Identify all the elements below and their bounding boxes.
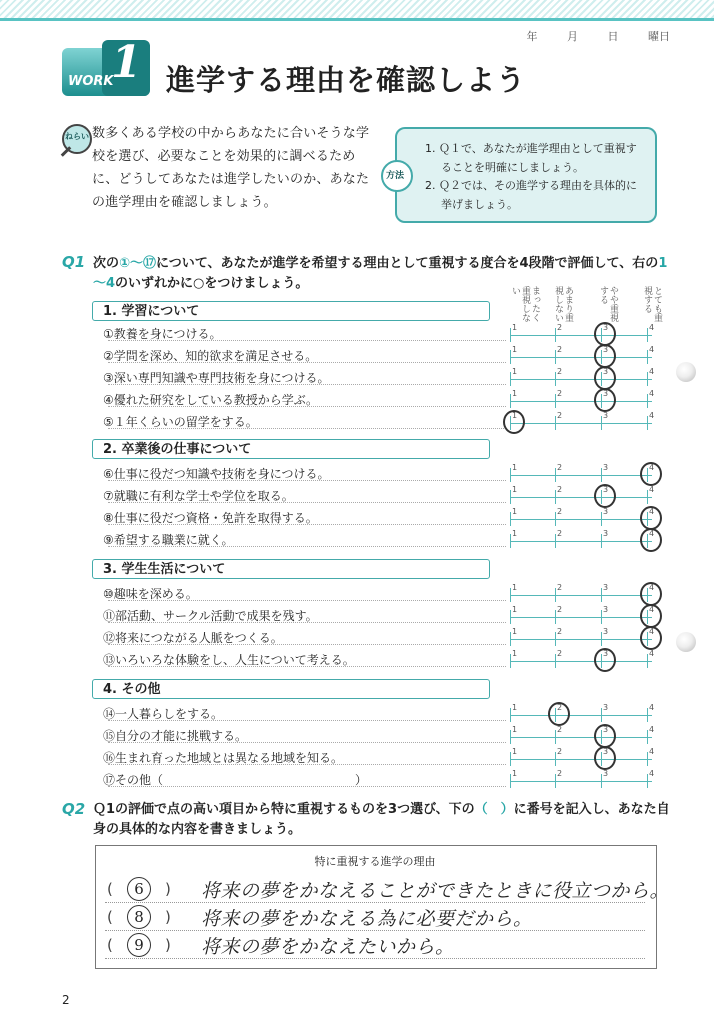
section-heading: 2. 卒業後の仕事について (92, 439, 490, 459)
punch-hole (676, 632, 696, 652)
scale-tick (601, 708, 602, 722)
q1-range: ①～⑰ (119, 256, 157, 271)
scale-number: 4 (649, 703, 655, 712)
rating-scale[interactable] (510, 463, 655, 482)
scale-number: 2 (557, 485, 563, 494)
scale-tick (510, 372, 511, 386)
scale-number: 2 (557, 463, 563, 472)
scale-tick (647, 394, 648, 408)
scale-number: 4 (649, 583, 655, 592)
rating-scale[interactable] (510, 367, 655, 386)
scale-line (510, 715, 652, 716)
reason-text: 将来の夢をかなえることができたときに役立つから。 (201, 880, 670, 902)
scale-tick (647, 416, 648, 430)
rating-scale[interactable] (510, 485, 655, 504)
scale-tick (555, 512, 556, 526)
q2-text: に番号を記入し、あなた自身の具体的な内容を書きましょう。 (93, 802, 670, 837)
scale-number: 2 (557, 769, 563, 778)
q1-text: のいずれかに○をつけましょう。 (115, 276, 309, 291)
scale-number: 2 (557, 389, 563, 398)
scale-number: 3 (603, 747, 609, 756)
method-item: 1. Ｑ１で、あなたが進学理由として重視することを明確にしましょう。 (425, 142, 637, 174)
scale-number: 4 (649, 725, 655, 734)
scale-number: 1 (512, 583, 518, 592)
scale-tick (555, 328, 556, 342)
rating-item-label: ⑮自分の才能に挑戦する。 (103, 729, 248, 743)
scale-tick (510, 394, 511, 408)
scale-number: 3 (603, 703, 609, 712)
column-label-4: とても重視する (642, 286, 662, 322)
rating-scale[interactable] (510, 703, 655, 722)
scale-line (510, 617, 652, 618)
top-rule (0, 18, 714, 21)
dotted-leader (108, 502, 506, 503)
close-paren: ) (165, 908, 171, 926)
scale-tick (510, 708, 511, 722)
dotted-leader (108, 546, 506, 547)
rating-scale[interactable] (510, 769, 655, 788)
reason-text: 将来の夢をかなえたいから。 (201, 936, 455, 958)
section-heading: 4. その他 (92, 679, 490, 699)
selected-rating-circle (594, 746, 616, 770)
scale-tick (555, 394, 556, 408)
scale-number: 3 (603, 649, 609, 658)
scale-tick (510, 752, 511, 766)
scale-number: 1 (512, 627, 518, 636)
rating-scale[interactable] (510, 323, 655, 342)
rating-item-label: ⑩趣味を深める。 (103, 587, 198, 601)
scale-number: 2 (557, 649, 563, 658)
scale-number: 3 (603, 583, 609, 592)
scale-number: 4 (649, 605, 655, 614)
scale-tick (555, 350, 556, 364)
rating-item-label: ⑯生まれ育った地域とは異なる地域を知る。 (103, 751, 344, 765)
method-list (425, 140, 647, 214)
rating-item-label: ⑬いろいろな体験をし、人生について考える。 (103, 653, 355, 667)
dotted-leader (108, 524, 506, 525)
scale-number: 3 (603, 463, 609, 472)
scale-tick (647, 752, 648, 766)
rating-scale[interactable] (510, 507, 655, 526)
section-heading: 3. 学生生活について (92, 559, 490, 579)
q2-paren: （ ） (474, 802, 514, 817)
method-item: 2. Ｑ２では、その進学する理由を具体的に挙げましょう。 (425, 179, 637, 211)
reason-text: 将来の夢をかなえる為に必要だから。 (201, 908, 533, 930)
scale-number: 4 (649, 323, 655, 332)
selected-rating-circle (594, 388, 616, 412)
selected-rating-circle (640, 582, 662, 606)
scale-number: 3 (603, 367, 609, 376)
scale-line (510, 519, 652, 520)
close-paren: ) (165, 880, 171, 898)
rating-item-label: ⑤１年くらいの留学をする。 (103, 415, 258, 429)
scale-tick (510, 490, 511, 504)
scale-tick (647, 774, 648, 788)
selected-rating-circle (640, 506, 662, 530)
scale-number: 3 (603, 507, 609, 516)
close-paren: ) (165, 936, 171, 954)
q1-mark: Q1 (62, 253, 86, 271)
scale-tick (555, 534, 556, 548)
selected-rating-circle (640, 604, 662, 628)
dotted-leader (108, 786, 506, 787)
scale-tick (510, 654, 511, 668)
scale-number: 1 (512, 605, 518, 614)
scale-number: 2 (557, 323, 563, 332)
reason-row[interactable] (105, 878, 670, 903)
scale-number: 3 (603, 725, 609, 734)
scale-number: 4 (649, 367, 655, 376)
q2-text: Ｑ1の評価で点の高い項目から特に重視するものを3つ選び、下の (93, 802, 475, 817)
scale-tick (555, 588, 556, 602)
aim-label: ねらい (65, 132, 89, 141)
punch-hole (676, 362, 696, 382)
selected-rating-circle (594, 322, 616, 346)
reason-row[interactable] (105, 906, 645, 931)
rating-scale[interactable] (510, 649, 655, 668)
dotted-leader (108, 340, 506, 341)
scale-number: 3 (603, 345, 609, 354)
scale-number: 2 (557, 747, 563, 756)
scale-number: 1 (512, 703, 518, 712)
scale-tick (555, 654, 556, 668)
rating-item-label: ⑰その他（ ） (103, 773, 368, 787)
rating-scale[interactable] (510, 345, 655, 364)
aim-text: 数多くある学校の中からあなたに合いそうな学校を選び、必要なことを効果的に調べるために、どうしてあなたは進学したいのか、あなたの進学理由を確認しましょう。 (92, 126, 370, 210)
scale-number: 2 (557, 605, 563, 614)
scale-line (510, 379, 652, 380)
dotted-leader (108, 406, 506, 407)
year-label: 年 (526, 30, 538, 43)
scale-tick (601, 416, 602, 430)
scale-number: 4 (649, 627, 655, 636)
method-label: 方法 (386, 171, 405, 181)
dotted-leader (108, 600, 506, 601)
scale-tick (601, 588, 602, 602)
scale-number: 2 (557, 725, 563, 734)
scale-number: 3 (603, 605, 609, 614)
scale-line (510, 497, 652, 498)
scale-number: 1 (512, 529, 518, 538)
scale-number: 4 (649, 769, 655, 778)
scale-number: 3 (603, 769, 609, 778)
q1-scale-range: 1～4 (93, 256, 668, 291)
scale-number: 2 (557, 345, 563, 354)
scale-tick (647, 372, 648, 386)
scale-tick (510, 350, 511, 364)
scale-number: 3 (603, 627, 609, 636)
scale-tick (510, 328, 511, 342)
scale-tick (555, 372, 556, 386)
weekday-label: 曜日 (648, 30, 670, 43)
column-label-1: まったく重視しない (510, 286, 540, 322)
scale-tick (647, 708, 648, 722)
dotted-leader (108, 480, 506, 481)
page-number: 2 (62, 993, 70, 1007)
scale-number: 1 (512, 747, 518, 756)
selected-rating-circle (640, 528, 662, 552)
rating-item-label: ⑦就職に有利な学士や学位を取る。 (103, 489, 294, 503)
rating-item-label: ④優れた研究をしている教授から学ぶ。 (103, 393, 318, 407)
scale-number: 2 (557, 627, 563, 636)
scale-tick (510, 730, 511, 744)
dotted-leader (108, 764, 506, 765)
scale-number: 4 (649, 649, 655, 658)
rating-scale[interactable] (510, 747, 655, 766)
scale-tick (601, 512, 602, 526)
scale-number: 1 (512, 507, 518, 516)
dotted-leader (108, 742, 506, 743)
scale-number: 3 (603, 411, 609, 420)
day-label: 日 (607, 30, 619, 43)
dotted-leader (108, 362, 506, 363)
rating-item-label: ③深い専門知識や専門技術を身につける。 (103, 371, 330, 385)
scale-number: 2 (557, 529, 563, 538)
scale-tick (647, 328, 648, 342)
q1-text: について、あなたが進学を希望する理由として重視する度合を4段階で評価して、右の (156, 256, 659, 271)
scale-number: 1 (512, 463, 518, 472)
scale-line (510, 475, 652, 476)
dotted-leader (108, 720, 506, 721)
rating-scale[interactable] (510, 529, 655, 548)
scale-line (510, 541, 652, 542)
scale-number: 4 (649, 529, 655, 538)
scale-tick (555, 416, 556, 430)
rating-scale[interactable] (510, 725, 655, 744)
scale-number: 3 (603, 323, 609, 332)
scale-line (510, 357, 652, 358)
top-stripe-band (0, 0, 714, 18)
scale-tick (510, 774, 511, 788)
reason-number: 8 (127, 905, 151, 929)
scale-tick (601, 632, 602, 646)
scale-tick (510, 534, 511, 548)
rating-scale[interactable] (510, 389, 655, 408)
scale-number: 1 (512, 769, 518, 778)
scale-number: 4 (649, 389, 655, 398)
reasons-title: 特に重視する進学の理由 (314, 855, 436, 868)
scale-number: 1 (512, 323, 518, 332)
scale-tick (555, 468, 556, 482)
column-label-3: やや重視する (598, 286, 618, 322)
scale-number: 4 (649, 485, 655, 494)
page-title: 進学する理由を確認しよう (166, 63, 527, 97)
scale-line (510, 401, 652, 402)
scale-tick (555, 730, 556, 744)
scale-number: 4 (649, 411, 655, 420)
rating-item-label: ⑭一人暮らしをする。 (103, 707, 224, 721)
scale-line (510, 781, 652, 782)
scale-number: 1 (512, 649, 518, 658)
selected-rating-circle (594, 366, 616, 390)
selected-rating-circle (640, 626, 662, 650)
dotted-leader (108, 666, 506, 667)
scale-tick (601, 468, 602, 482)
selected-rating-circle (548, 702, 570, 726)
scale-number: 1 (512, 411, 518, 420)
scale-tick (555, 490, 556, 504)
selected-rating-circle (640, 462, 662, 486)
q2-mark: Q2 (62, 800, 86, 818)
scale-tick (647, 654, 648, 668)
scale-tick (555, 752, 556, 766)
open-paren: ( (107, 936, 113, 954)
scale-number: 4 (649, 463, 655, 472)
month-label: 月 (567, 30, 578, 43)
scale-number: 2 (557, 411, 563, 420)
rating-item-label: ⑪部活動、サークル活動で成果を残す。 (103, 609, 318, 623)
dotted-leader (108, 428, 506, 429)
scale-tick (555, 774, 556, 788)
rating-item-label: ⑥仕事に役だつ知識や技術を身につける。 (103, 467, 330, 481)
scale-number: 1 (512, 485, 518, 494)
scale-line (510, 661, 652, 662)
scale-number: 4 (649, 507, 655, 516)
scale-line (510, 335, 652, 336)
scale-tick (647, 350, 648, 364)
scale-tick (555, 632, 556, 646)
scale-line (510, 737, 652, 738)
selected-rating-circle (503, 410, 525, 434)
scale-tick (510, 512, 511, 526)
scale-number: 1 (512, 725, 518, 734)
rating-scale[interactable] (510, 627, 655, 646)
rating-scale[interactable] (510, 583, 655, 602)
selected-rating-circle (594, 484, 616, 508)
open-paren: ( (107, 908, 113, 926)
scale-number: 1 (512, 367, 518, 376)
scale-line (510, 759, 652, 760)
dotted-leader (108, 622, 506, 623)
scale-number: 2 (557, 703, 563, 712)
rating-item-label: ⑫将来につながる人脈をつくる。 (103, 631, 283, 645)
q1-text: 次の (93, 256, 120, 271)
scale-tick (647, 490, 648, 504)
selected-rating-circle (594, 724, 616, 748)
date-fields (501, 28, 671, 44)
scale-tick (510, 468, 511, 482)
scale-number: 3 (603, 485, 609, 494)
dotted-leader (108, 644, 506, 645)
scale-tick (601, 774, 602, 788)
work-label: WORK (68, 74, 114, 89)
selected-rating-circle (594, 648, 616, 672)
scale-number: 3 (603, 389, 609, 398)
scale-number: 2 (557, 507, 563, 516)
section-heading: 1. 学習について (92, 301, 490, 321)
rating-scale[interactable] (510, 605, 655, 624)
scale-line (510, 423, 652, 424)
scale-tick (555, 610, 556, 624)
reason-number: 9 (127, 933, 151, 957)
selected-rating-circle (594, 344, 616, 368)
rating-scale[interactable] (510, 411, 655, 430)
reason-row[interactable] (105, 934, 645, 959)
scale-number: 4 (649, 345, 655, 354)
scale-number: 2 (557, 583, 563, 592)
q2-instructions (93, 800, 673, 840)
scale-tick (601, 610, 602, 624)
column-label-2: あまり重視しない (553, 286, 573, 322)
scale-line (510, 639, 652, 640)
scale-tick (601, 534, 602, 548)
rating-item-label: ①教養を身につける。 (103, 327, 222, 341)
rating-item-label: ⑨希望する職業に就く。 (103, 533, 234, 547)
scale-tick (510, 632, 511, 646)
rating-item-label: ②学問を深め、知的欲求を満足させる。 (103, 349, 318, 363)
scale-number: 2 (557, 367, 563, 376)
scale-number: 4 (649, 747, 655, 756)
scale-number: 3 (603, 529, 609, 538)
scale-number: 1 (512, 389, 518, 398)
work-number: 1 (111, 37, 142, 88)
q1-instructions (93, 254, 673, 294)
scale-line (510, 595, 652, 596)
scale-tick (510, 588, 511, 602)
rating-item-label: ⑧仕事に役だつ資格・免許を取得する。 (103, 511, 318, 525)
scale-tick (510, 610, 511, 624)
scale-tick (647, 730, 648, 744)
reason-number: 6 (127, 877, 151, 901)
open-paren: ( (107, 880, 113, 898)
scale-number: 1 (512, 345, 518, 354)
dotted-leader (108, 384, 506, 385)
